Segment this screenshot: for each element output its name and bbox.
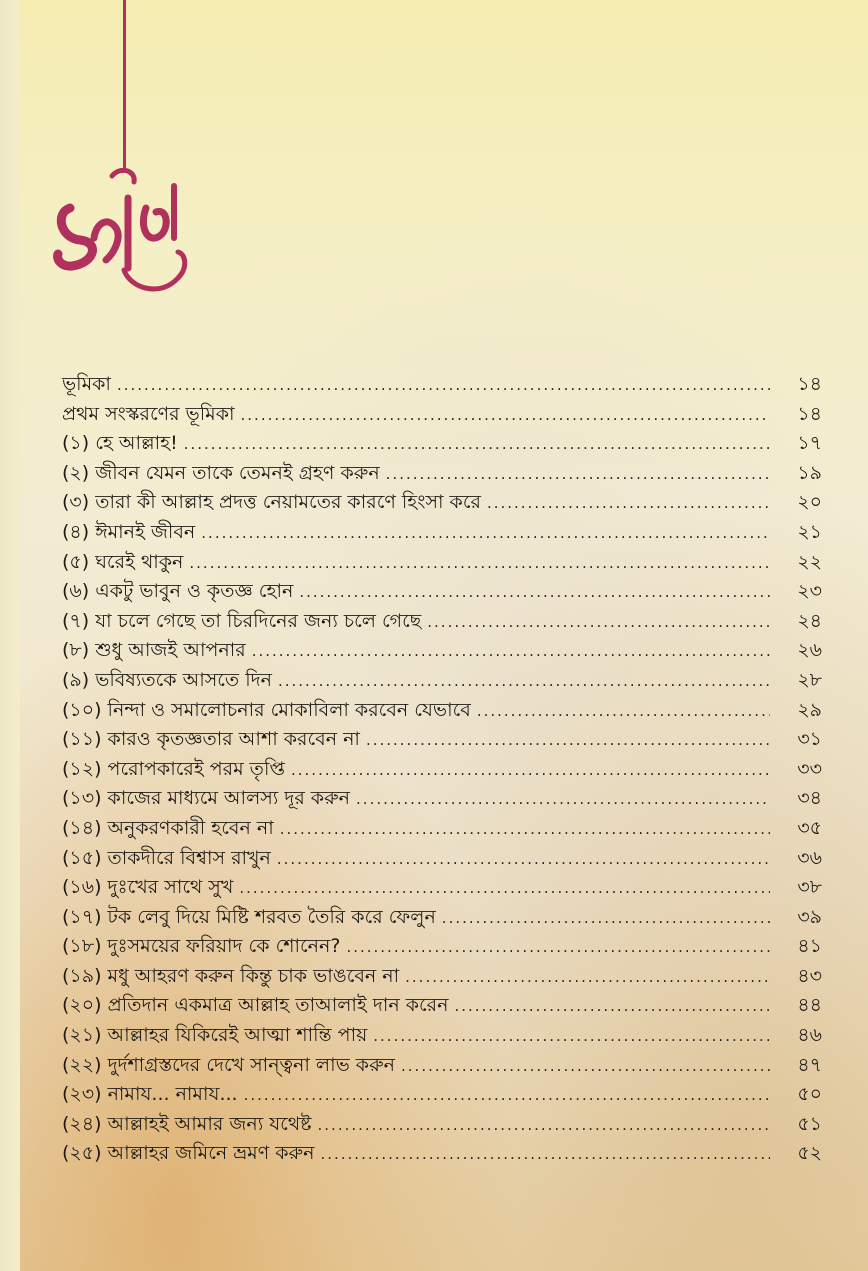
toc-row[interactable] xyxy=(62,696,822,726)
toc-row[interactable] xyxy=(62,1051,822,1081)
toc-page-number: ৪৪ xyxy=(797,994,822,1017)
dot-leader xyxy=(442,904,770,934)
toc-row[interactable] xyxy=(62,962,822,992)
title-text: সূচি xyxy=(50,168,52,169)
toc-entry-title: প্রথম সংস্করণের ভূমিকা xyxy=(62,402,235,425)
toc-page-number: ৪১ xyxy=(797,935,822,958)
toc-page-number: ৩৮ xyxy=(797,876,822,899)
dot-leader xyxy=(454,992,770,1022)
toc-entry-title: (১২) পরোপকারেই পরম তৃপ্তি xyxy=(62,757,285,780)
title-calligraphy xyxy=(50,168,210,303)
toc-row[interactable] xyxy=(62,548,822,578)
toc-page-number: ২৯ xyxy=(797,698,822,721)
toc-page-number: ২৪ xyxy=(797,609,822,632)
toc-page-number: ২৬ xyxy=(797,639,822,662)
toc-row[interactable] xyxy=(62,1080,822,1110)
page-edge xyxy=(0,0,20,1271)
toc-page-number: ১৭ xyxy=(797,432,822,455)
toc-page-number: ১৪ xyxy=(797,373,822,395)
toc-entry-title: (২৪) আল্লাহই আমার জন্য যথেষ্ট xyxy=(62,1112,312,1135)
toc-page-number: ১৯ xyxy=(797,461,822,484)
toc-entry-title: ভূমিকা xyxy=(62,373,111,395)
dot-leader xyxy=(401,1052,770,1082)
dot-leader xyxy=(277,845,770,875)
dot-leader xyxy=(356,785,770,815)
toc-entry-title: (৩) তারা কী আল্লাহ প্রদত্ত নেয়ামতের কারণে হিংসা করে xyxy=(62,491,481,514)
dot-leader xyxy=(427,608,770,638)
dot-leader xyxy=(318,1111,770,1141)
toc-entry-title: (৫) ঘরেই থাকুন xyxy=(62,550,184,573)
toc-page-number: ৪৩ xyxy=(797,964,822,987)
toc-entry-title: (২৫) আল্লাহর জমিনে ভ্রমণ করুন xyxy=(62,1142,315,1165)
dot-leader xyxy=(189,549,770,579)
table-of-contents xyxy=(62,370,822,1169)
toc-row[interactable] xyxy=(62,1110,822,1140)
toc-page-number: ৪৭ xyxy=(797,1053,822,1076)
toc-entry-title: (২৩) নামায... নামায... xyxy=(62,1083,238,1106)
toc-page-number: ২২ xyxy=(797,550,822,573)
dot-leader xyxy=(241,401,770,431)
toc-row[interactable] xyxy=(62,1139,822,1169)
toc-page-number: ১৪ xyxy=(797,402,822,425)
toc-entry-title: (৪) ঈমানই জীবন xyxy=(62,520,196,543)
toc-entry-title: (১৬) দুঃখের সাথে সুখ xyxy=(62,876,234,899)
dot-leader xyxy=(117,371,770,401)
toc-page-number: ৫২ xyxy=(797,1142,822,1165)
toc-entry-title: (১৯) মধু আহরণ করুন কিন্তু চাক ভাঙবেন না xyxy=(62,964,400,987)
toc-page-number: ৫১ xyxy=(797,1112,822,1135)
dot-leader xyxy=(477,697,770,727)
toc-entry-title: (৭) যা চলে গেছে তা চিরদিনের জন্য চলে গেছে xyxy=(62,609,422,632)
toc-row[interactable] xyxy=(62,1021,822,1051)
toc-page-number: ৩৬ xyxy=(797,846,822,869)
toc-row[interactable] xyxy=(62,932,822,962)
toc-row[interactable] xyxy=(62,518,822,548)
toc-entry-title: (৮) শুধু আজই আপনার xyxy=(62,639,246,662)
toc-entry-title: (২১) আল্লাহর যিকিরেই আত্মা শান্তি পায় xyxy=(62,1024,368,1047)
toc-page-number: ৩৯ xyxy=(797,905,822,928)
dot-leader xyxy=(252,637,770,667)
toc-row[interactable] xyxy=(62,755,822,785)
toc-row[interactable] xyxy=(62,488,822,518)
toc-entry-title: (১৫) তাকদীরে বিশ্বাস রাখুন xyxy=(62,846,271,869)
dot-leader xyxy=(278,667,770,697)
toc-page-number: ২০ xyxy=(797,491,822,514)
toc-row[interactable] xyxy=(62,903,822,933)
toc-entry-title: (২) জীবন যেমন তাকে তেমনই গ্রহণ করুন xyxy=(62,461,380,484)
toc-entry-title: (১৮) দুঃসময়ের ফরিয়াদ কে শোনেন? xyxy=(62,935,341,958)
toc-page-number: ৩৪ xyxy=(797,787,822,810)
toc-row[interactable] xyxy=(62,607,822,637)
toc-row[interactable] xyxy=(62,459,822,489)
dot-leader xyxy=(184,430,770,460)
toc-entry-title: (১০) নিন্দা ও সমালোচনার মোকাবিলা করবেন যেভাবে xyxy=(62,698,471,721)
dot-leader xyxy=(366,726,770,756)
toc-entry-title: (১) হে আল্লাহ! xyxy=(62,432,178,455)
dot-leader xyxy=(299,578,770,608)
dot-leader xyxy=(320,1140,770,1170)
toc-page-number: ৩১ xyxy=(797,728,822,751)
hanging-ribbon-line xyxy=(123,0,126,170)
toc-page-number: ৩৫ xyxy=(797,816,822,839)
toc-entry-title: (১১) কারও কৃতজ্ঞতার আশা করবেন না xyxy=(62,728,360,751)
toc-page-number: ৪৬ xyxy=(797,1024,822,1047)
dot-leader xyxy=(386,460,770,490)
toc-page-number: ২১ xyxy=(797,520,822,543)
toc-page-number: ৩৩ xyxy=(797,757,822,780)
toc-row[interactable] xyxy=(62,725,822,755)
dot-leader xyxy=(201,519,770,549)
toc-entry-title: (১৪) অনুকরণকারী হবেন না xyxy=(62,816,274,839)
toc-row[interactable] xyxy=(62,370,822,400)
toc-row[interactable] xyxy=(62,577,822,607)
toc-row[interactable] xyxy=(62,429,822,459)
toc-entry-title: (৯) ভবিষ্যতকে আসতে দিন xyxy=(62,668,272,691)
toc-page-number: ২৮ xyxy=(797,668,822,691)
toc-row[interactable] xyxy=(62,400,822,430)
toc-row[interactable] xyxy=(62,666,822,696)
dot-leader xyxy=(373,1022,770,1052)
dot-leader xyxy=(291,756,770,786)
toc-row[interactable] xyxy=(62,991,822,1021)
dot-leader xyxy=(239,874,770,904)
dot-leader xyxy=(244,1081,770,1111)
toc-row[interactable] xyxy=(62,636,822,666)
dot-leader xyxy=(346,933,770,963)
toc-entry-title: (১৩) কাজের মাধ্যমে আলস্য দূর করুন xyxy=(62,787,351,810)
toc-entry-title: (৬) একটু ভাবুন ও কৃতজ্ঞ হোন xyxy=(62,580,294,603)
toc-page-number: ৫০ xyxy=(797,1083,822,1106)
toc-row[interactable] xyxy=(62,844,822,874)
toc-entry-title: (১৭) টক লেবু দিয়ে মিষ্টি শরবত তৈরি করে ফেলুন xyxy=(62,905,436,928)
toc-row[interactable] xyxy=(62,784,822,814)
toc-row[interactable] xyxy=(62,814,822,844)
dot-leader xyxy=(487,489,770,519)
toc-entry-title: (২০) প্রতিদান একমাত্র আল্লাহ তাআলাই দান করেন xyxy=(62,994,449,1017)
toc-page-number: ২৩ xyxy=(797,580,822,603)
dot-leader xyxy=(405,963,770,993)
toc-row[interactable] xyxy=(62,873,822,903)
toc-entry-title: (২২) দুর্দশাগ্রস্তদের দেখে সান্ত্বনা লাভ করুন xyxy=(62,1053,396,1076)
dot-leader xyxy=(280,815,770,845)
